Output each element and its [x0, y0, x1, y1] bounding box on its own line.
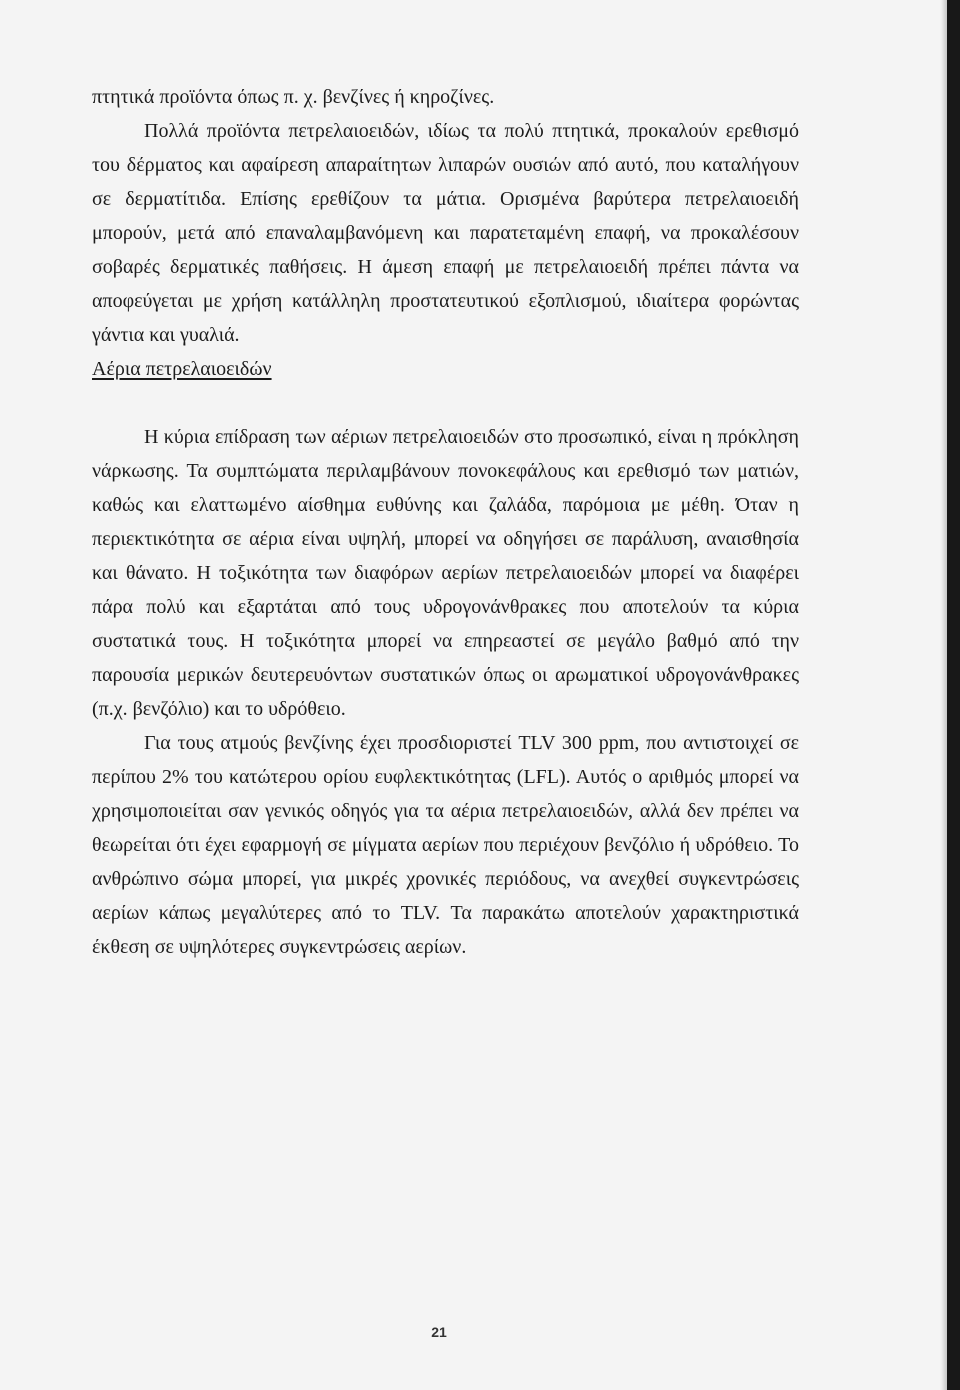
scan-page-edge	[947, 0, 960, 1390]
section-heading: Αέρια πετρελαιοειδών	[92, 358, 272, 380]
paragraph-tlv: Για τους ατμούς βενζίνης έχει προσδιοριστεί TLV 300 ppm, που αντιστοιχεί σε περίπου 2% του κατώτερου ορίου ευφλεκτικότητας (LFL). Αυτός ο αριθμός μπορεί να χρησιμοποιείται σαν γενικός οδηγός για τα αέρια πετρελαιοειδών, αλλά δεν πρέπει να θεωρείται ότι έχει εφαρμογή σε μίγματα αερίων που περιέχουν βενζόλιο ή υδρόθειο. Το ανθρώπινο σώμα μπορεί, για μικρές χρονικές περιόδους, να ανεχθεί συγκεντρώσεις αερίων κάπως μεγαλύτερες από το TLV. Τα παρακάτω αποτελούν χαρακτηριστικά έκθεση σε υψηλότερες συγκεντρώσεις αερίων.	[92, 732, 799, 958]
paragraph-skin-effects: Πολλά προϊόντα πετρελαιοειδών, ιδίως τα πολύ πτητικά, προκαλούν ερεθισμό του δέρματος και αφαίρεση απαραίτητων λιπαρών ουσιών από αυτό, που καταλήγουν σε δερματίτιδα. Επίσης ερεθίζουν τα μάτια. Ορισμένα βαρύτερα πετρελαιοειδή μπορούν, μετά από επαναλαμβανόμενη και παρατεταμένη επαφή, να προκαλέσουν σοβαρές δερματικές παθήσεις. Η άμεση επαφή με πετρελαιοειδή πρέπει πάντα να αποφεύγεται με χρήση κατάλληλη προστατευτικού εξοπλισμού, ιδιαίτερα φορώντας γάντια και γυαλιά.	[92, 120, 799, 346]
document-body	[92, 80, 799, 964]
paragraph-continuation: πτητικά προϊόντα όπως π. χ. βενζίνες ή κηροζίνες.	[92, 86, 495, 108]
page-number: 21	[431, 1324, 447, 1340]
paragraph-gas-effects: Η κύρια επίδραση των αέριων πετρελαιοειδών στο προσωπικό, είναι η πρόκληση νάρκωσης. Τα συμπτώματα περιλαμβάνουν πονοκεφάλους και ερεθισμό των ματιών, καθώς και ελαττωμένο αίσθημα ευθύνης και ζαλάδα, παρόμοια με μέθη. Όταν η περιεκτικότητα σε αέρια είναι υψηλή, μπορεί να οδηγήσει σε παράλυση, αναισθησία και θάνατο. Η τοξικότητα των διαφόρων αερίων πετρελαιοειδών μπορεί να διαφέρει πάρα πολύ και εξαρτάται από τους υδρογονάνθρακες που αποτελούν τα κύρια συστατικά τους. Η τοξικότητα μπορεί να επηρεαστεί σε μεγάλο βαθμό από την παρουσία μερικών δευτερευόντων συστατικών όπως οι αρωματικοί υδρογονάνθρακες (π.χ. βενζόλιο) και το υδρόθειο.	[92, 426, 799, 720]
